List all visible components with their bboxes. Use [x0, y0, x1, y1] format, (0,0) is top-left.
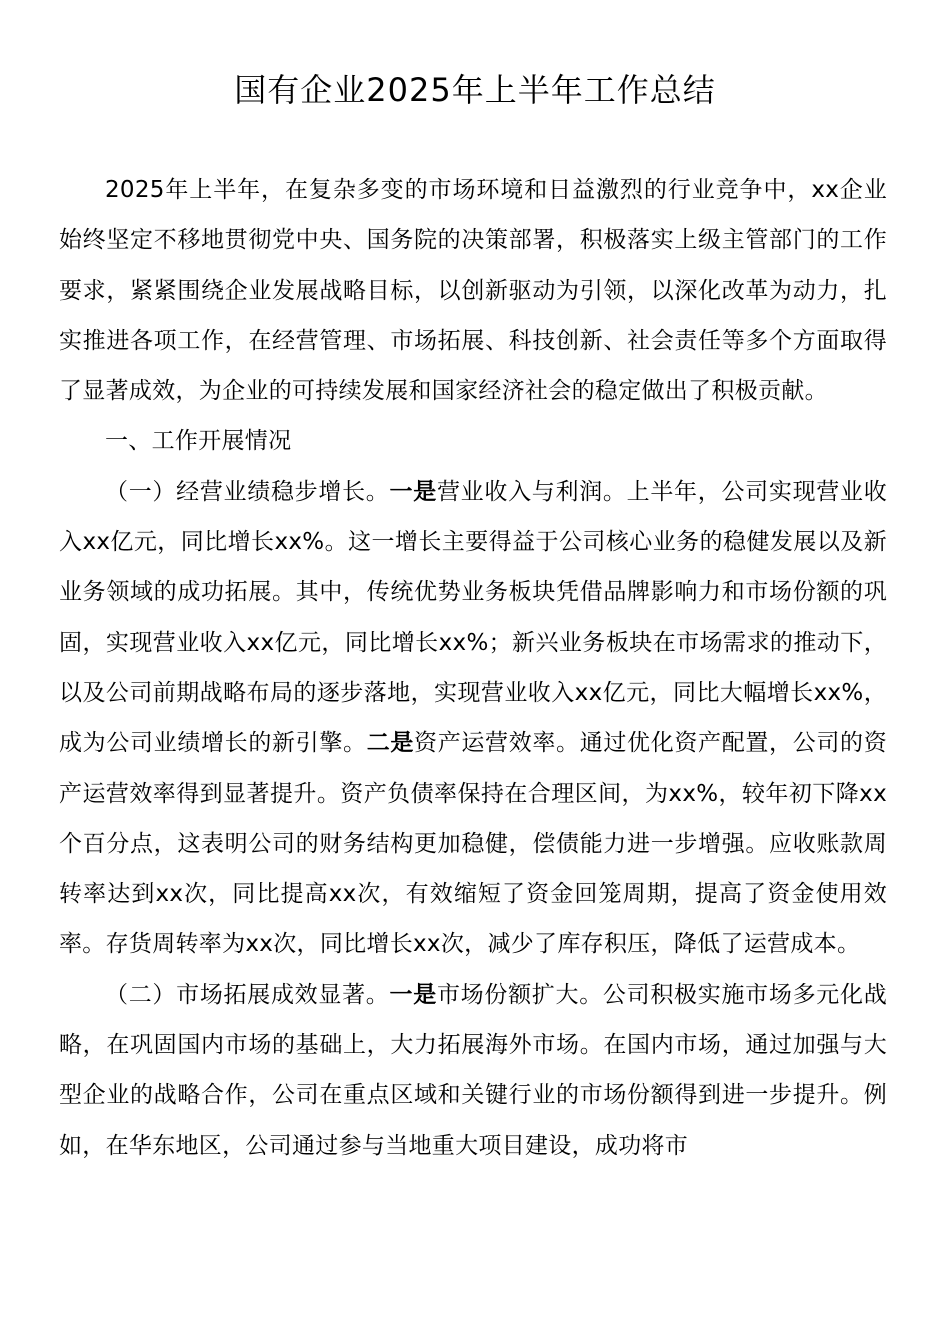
- section-heading: 一、工作开展情况: [105, 428, 292, 455]
- subsection-1-paragraph: [59, 467, 887, 970]
- point-1-label: 一是: [389, 478, 437, 505]
- point-1-text: 营业收入与利润。上半年，公司实现营业收入xx亿元，同比增长xx%。这一增长主要得益于公司核心业务的稳健发展以及新业务领域的成功拓展。其中，传统优势业务板块凭借品牌影响力和市场份额的巩固，实现营业收入xx亿元，同比增长xx%；新兴业务板块在市场需求的推动下，以及公司前期战略布局的逐步落地，实现营业收入xx亿元，同比大幅增长xx%，成为公司业绩增长的新引擎。: [59, 478, 887, 757]
- point-1-label: 一是: [389, 981, 437, 1008]
- document-body: [59, 165, 887, 1171]
- point-2-text: 资产运营效率。通过优化资产配置，公司的资产运营效率得到显著提升。资产负债率保持在合理区间，为xx%，较年初下降xx个百分点，这表明公司的财务结构更加稳健，偿债能力进一步增强。应收账款周转率达到xx次，同比提高xx次，有效缩短了资金回笼周期，提高了资金使用效率。存货周转率为xx次，同比增长xx次，减少了库存积压，降低了运营成本。: [59, 730, 888, 958]
- intro-paragraph: 2025年上半年，在复杂多变的市场环境和日益激烈的行业竞争中，xx企业始终坚定不移地贯彻党中央、国务院的决策部署，积极落实上级主管部门的工作要求，紧紧围绕企业发展战略目标，以创新驱动为引领，以深化改革为动力，扎实推进各项工作，在经营管理、市场拓展、科技创新、社会责任等多个方面取得了显著成效，为企业的可持续发展和国家经济社会的稳定做出了积极贡献。: [59, 177, 887, 405]
- subsection-1-heading: （一）经营业绩稳步增长。: [105, 478, 390, 505]
- document-title: 国有企业2025年上半年工作总结: [234, 71, 716, 109]
- point-1-text: 市场份额扩大。公司积极实施市场多元化战略，在巩固国内市场的基础上，大力拓展海外市场。在国内市场，通过加强与大型企业的战略合作，公司在重点区域和关键行业的市场份额得到进一步提升。例如，在华东地区，公司通过参与当地重大项目建设，成功将市: [59, 981, 887, 1159]
- point-2-label: 二是: [366, 730, 415, 757]
- subsection-2-paragraph: [59, 970, 887, 1171]
- subsection-2-heading: （二）市场拓展成效显著。: [105, 981, 390, 1008]
